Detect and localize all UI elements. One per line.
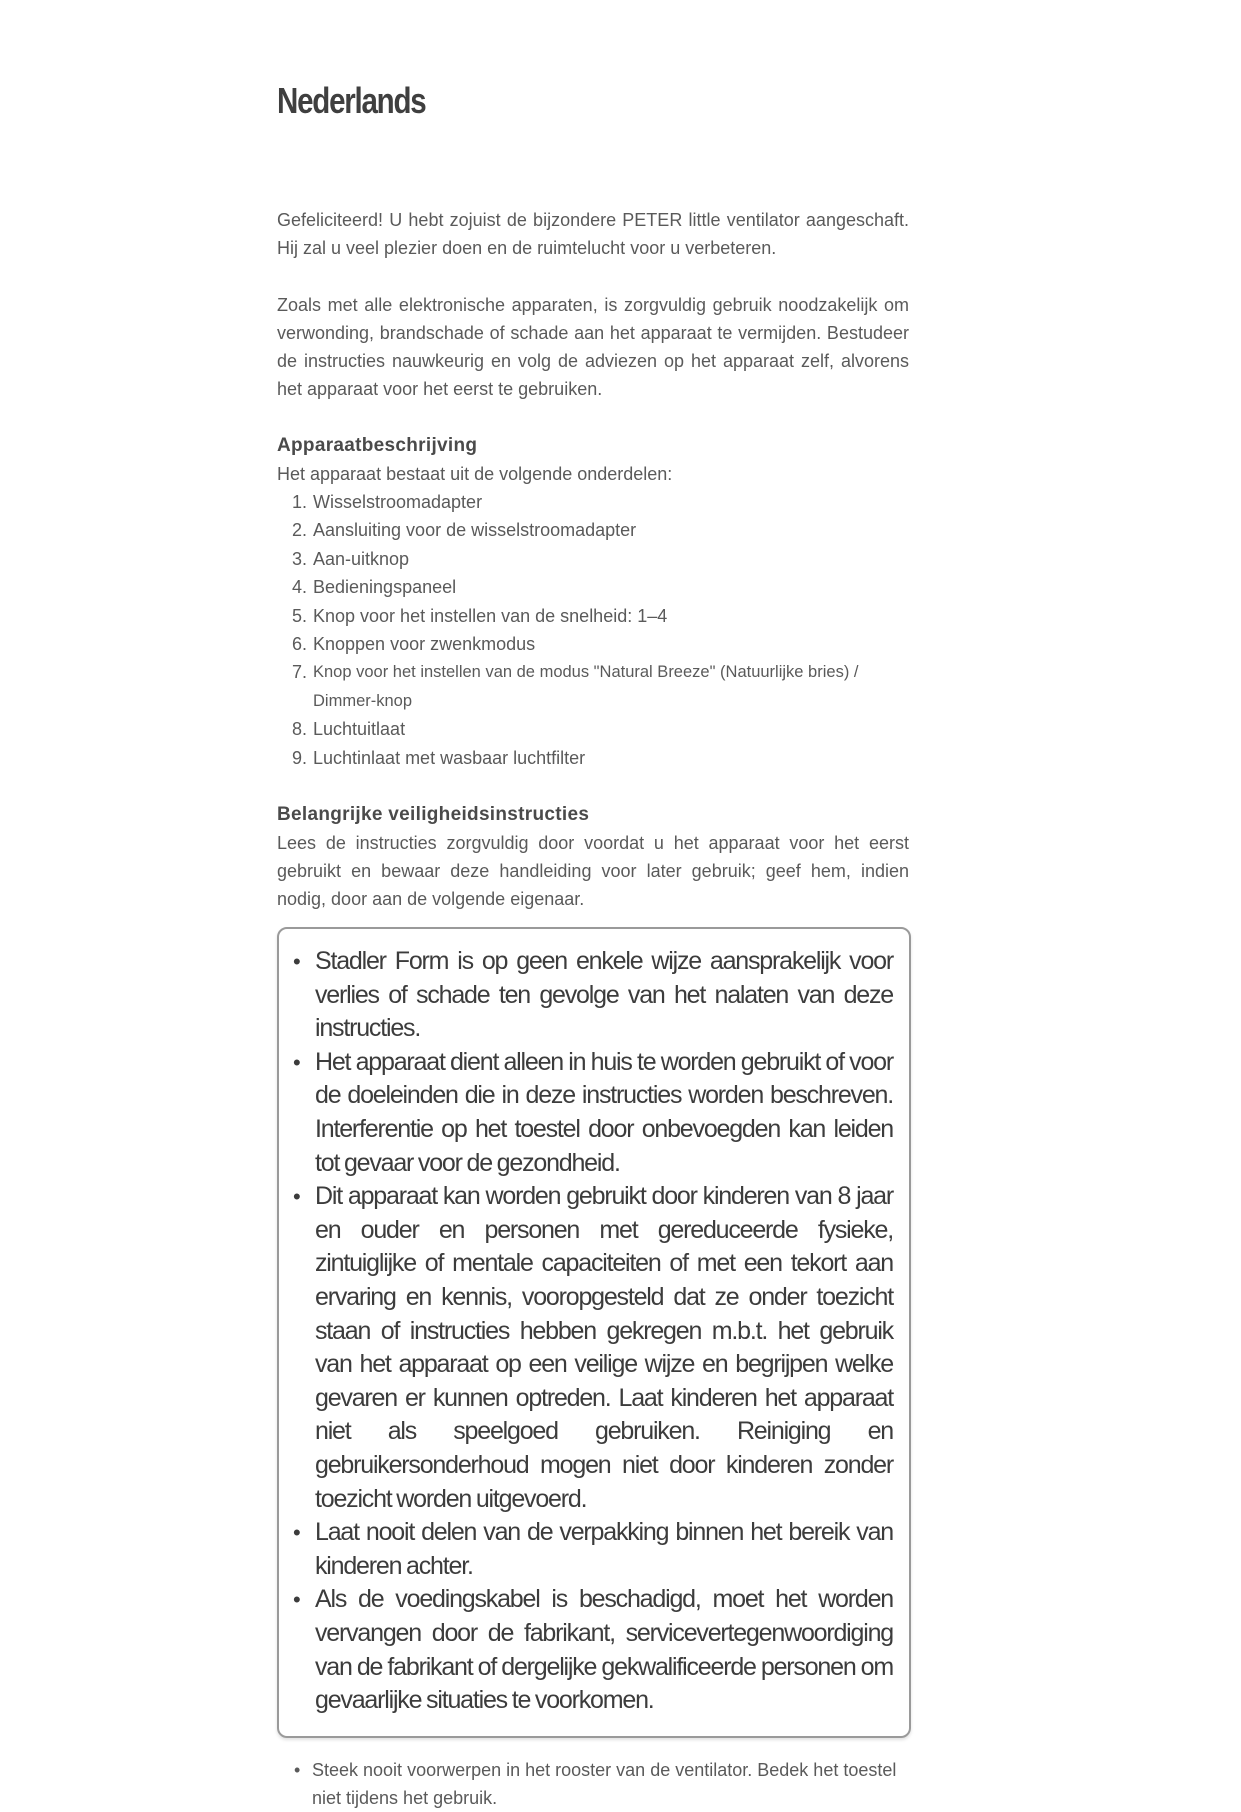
list-item-text: Knop voor het instellen van de modus "Natural Breeze" (Natuurlijke bries) / Dimmer-knop <box>313 663 859 710</box>
list-item-number: 7. <box>291 662 307 683</box>
list-item-number: 5. <box>291 605 307 626</box>
list-item-number: 8. <box>291 719 307 740</box>
warning-item <box>293 1046 893 1180</box>
list-item-text: Knop voor het instellen van de snelheid: 1–4 <box>313 605 668 626</box>
list-item <box>277 488 909 516</box>
list-item <box>277 573 909 601</box>
warning-text: Het apparaat dient alleen in huis te worden gebruikt of voor de doeleinden die in deze instructies worden beschreven. Interferentie op het toestel door onbevoegden kan leiden tot gevaar voor de gezondheid. <box>315 1047 893 1177</box>
list-item-text: Wisselstroomadapter <box>313 492 483 512</box>
bullet-icon: • <box>293 1520 301 1546</box>
list-item <box>277 630 909 658</box>
safety-warning-list <box>293 945 893 1718</box>
list-item-number: 3. <box>291 548 307 569</box>
bullet-icon: • <box>293 1184 301 1210</box>
warning-text: Stadler Form is op geen enkele wijze aansprakelijk voor verlies of schade ten gevolge van het nalaten van deze instructies. <box>315 947 893 1043</box>
bullet-icon: • <box>293 1049 301 1075</box>
additional-instruction <box>294 1756 914 1812</box>
description-heading: Apparaatbeschrijving <box>277 435 478 456</box>
page-title: Nederlands <box>277 80 426 121</box>
bullet-icon: • <box>293 1587 301 1613</box>
list-item-text: Aansluiting voor de wisselstroomadapter <box>313 520 637 541</box>
safety-heading: Belangrijke veiligheidsinstructies <box>277 804 590 826</box>
warning-text: Als de voedingskabel is beschadigd, moet het worden vervangen door de fabrikant, servicevertegenwoordiging van de fabrikant of dergelijke gekwalificeerde personen om gevaarlijke situaties te voorkomen. <box>315 1585 893 1715</box>
warning-item <box>293 1583 893 1717</box>
list-item-number: 6. <box>291 634 307 655</box>
list-item-number: 1. <box>291 492 307 512</box>
bullet-icon: • <box>294 1759 301 1780</box>
safety-warning-box <box>277 927 911 1738</box>
list-item-number: 4. <box>291 577 307 598</box>
bullet-icon: • <box>293 949 301 975</box>
list-item-number: 9. <box>291 747 307 768</box>
list-item-text: Bedieningspaneel <box>313 577 457 598</box>
safety-lead: Lees de instructies zorgvuldig door voordat u het apparaat voor het eerst gebruikt en bewaar deze handleiding voor later gebruik; geef hem, indien nodig, door aan de volgende eigenaar. <box>277 833 909 910</box>
document-page <box>277 80 909 1812</box>
additional-instruction-text: Steek nooit voorwerpen in het rooster van de ventilator. Bedek het toestel niet tijdens het gebruik. <box>312 1759 897 1808</box>
list-item-number: 2. <box>291 520 307 541</box>
parts-list <box>277 488 909 772</box>
list-item <box>277 545 909 573</box>
intro-paragraph-1: Gefeliciteerd! U hebt zojuist de bijzondere PETER little ventilator aangeschaft. Hij zal u veel plezier doen en de ruimtelucht voor u verbeteren. <box>277 210 909 258</box>
warning-text: Dit apparaat kan worden gebruikt door kinderen van 8 jaar en ouder en personen met gereduceerde fysieke, zintuiglijke of mentale capaciteiten of met een tekort aan ervaring en kennis, vooropgesteld dat ze onder toezicht staan of instructies hebben gekregen m.b.t. het gebruik van het apparaat op een veilige wijze en begrijpen welke gevaren er kunnen optreden. Laat kinderen het apparaat niet als speelgoed gebruiken. Reiniging en gebruikersonderhoud mogen niet door kinderen zonder toezicht worden uitgevoerd. <box>315 1182 893 1513</box>
warning-item <box>293 1180 893 1516</box>
warning-text: Laat nooit delen van de verpakking binnen het bereik van kinderen achter. <box>315 1518 893 1580</box>
description-lead: Het apparaat bestaat uit de volgende onderdelen: <box>277 464 673 484</box>
list-item-text: Luchtuitlaat <box>313 719 406 740</box>
list-item <box>277 658 909 715</box>
list-item <box>277 516 909 544</box>
intro-paragraph-2: Zoals met alle elektronische apparaten, is zorgvuldig gebruik noodzakelijk om verwonding, brandschade of schade aan het apparaat te vermijden. Bestudeer de instructies nauwkeurig en volg de adviezen op het apparaat zelf, alvorens het apparaat voor het eerst te gebruiken. <box>277 295 909 399</box>
list-item-text: Aan-uitknop <box>313 548 410 569</box>
list-item <box>277 744 909 772</box>
warning-item <box>293 1516 893 1583</box>
list-item <box>277 715 909 743</box>
list-item <box>277 602 909 630</box>
list-item-text: Luchtinlaat met wasbaar luchtfilter <box>313 747 586 768</box>
list-item-text: Knoppen voor zwenkmodus <box>313 634 536 655</box>
warning-item <box>293 945 893 1046</box>
